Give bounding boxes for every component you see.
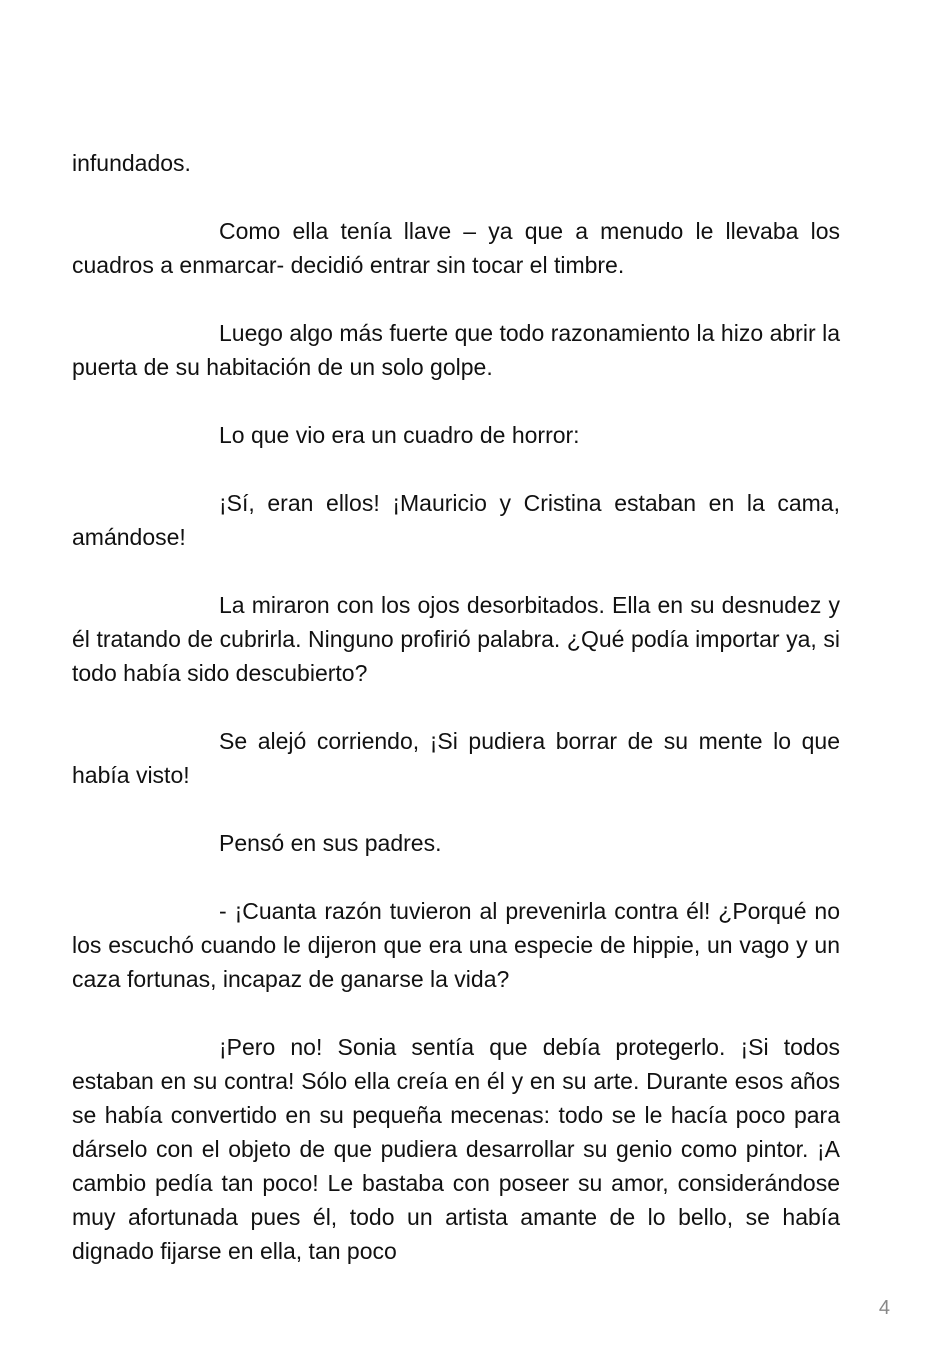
paragraph-7: Se alejó corriendo, ¡Si pudiera borrar de su mente lo que había visto! [72, 728, 840, 788]
paragraph-2: Como ella tenía llave – ya que a menudo le llevaba los cuadros a enmarcar- decidió entrar sin tocar el timbre. [72, 218, 840, 278]
paragraph-4: Lo que vio era un cuadro de horror: [219, 422, 580, 448]
paragraph-1: infundados. [72, 150, 191, 176]
paragraph-3: Luego algo más fuerte que todo razonamiento la hizo abrir la puerta de su habitación de un solo golpe. [72, 320, 840, 380]
text-body [72, 146, 840, 1302]
paragraph-9: - ¡Cuanta razón tuvieron al prevenirla contra él! ¿Porqué no los escuchó cuando le dijeron que era una especie de hippie, un vago y un caza fortunas, incapaz de ganarse la vida? [72, 898, 840, 992]
paragraph-5: ¡Sí, eran ellos! ¡Mauricio y Cristina estaban en la cama, amándose! [72, 490, 840, 550]
paragraph-8: Pensó en sus padres. [219, 830, 442, 856]
paragraph-10: ¡Pero no! Sonia sentía que debía protegerlo. ¡Si todos estaban en su contra! Sólo ella creía en él y en su arte. Durante esos años se había convertido en su pequeña mecenas: todo se le hacía poco para dárselo con el objeto de que pudiera desarrollar su genio como pintor. ¡A cambio pedía tan poco! Le bastaba con poseer su amor, considerándose muy afortunada pues él, todo un artista amante de lo bello, se había dignado fijarse en ella, tan poco [72, 1034, 840, 1264]
paragraph-6: La miraron con los ojos desorbitados. Ella en su desnudez y él tratando de cubrirla. Ninguno profirió palabra. ¿Qué podía importar ya, si todo había sido descubierto? [72, 592, 840, 686]
page-number: 4 [878, 1297, 890, 1319]
